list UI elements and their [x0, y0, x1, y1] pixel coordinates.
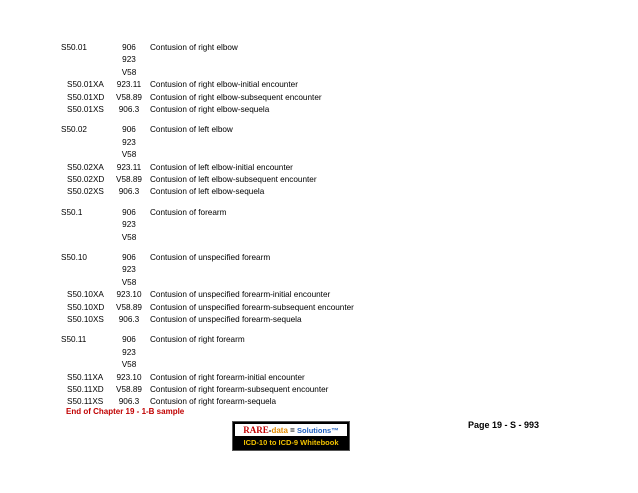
icd9-code: V58: [121, 277, 137, 287]
brand-logo: [232, 421, 350, 451]
icd9-code: 906.3: [118, 397, 140, 407]
code-description: Contusion of forearm: [150, 207, 227, 217]
icd9-code: 923: [122, 220, 136, 230]
icd10-code: S50.02: [61, 125, 87, 135]
icd9-code: 906.3: [118, 105, 140, 114]
icd10-code: S50.10XD: [67, 302, 105, 312]
code-description: Contusion of unspecified forearm-sequela: [150, 315, 302, 324]
icd9-code: V58.89: [116, 175, 142, 184]
code-description: Contusion of left elbow-sequela: [150, 187, 265, 197]
icd9-code: V58: [121, 67, 137, 77]
icd9-code: 906: [122, 207, 136, 217]
icd10-code: S50.10XA: [67, 290, 104, 300]
icd10-code: S50.11XS: [67, 397, 104, 407]
code-description: Contusion of unspecified forearm-initial encounter: [150, 290, 331, 300]
icd9-code: V58: [121, 232, 137, 242]
icd9-code: 923: [122, 137, 136, 147]
page-number: Page 19 - S - 993: [468, 420, 540, 430]
icd9-code: 923.10: [116, 372, 142, 382]
icd9-code: 923: [122, 265, 136, 275]
icd9-code: 923: [122, 55, 136, 65]
icd9-code: V58: [121, 360, 137, 370]
icd9-code: 906: [122, 43, 136, 52]
icd9-code: 923: [122, 347, 136, 357]
icd9-code: 906.3: [118, 315, 140, 324]
icd10-code: S50.01XA: [67, 80, 104, 90]
code-description: Contusion of right elbow-sequela: [150, 105, 270, 114]
icd10-code: S50.02XS: [67, 187, 104, 197]
code-description: Contusion of unspecified forearm-subsequent encounter: [150, 302, 354, 312]
code-description: Contusion of right forearm-sequela: [150, 397, 277, 407]
icd10-code: S50.02XD: [67, 175, 105, 184]
icd10-code: S50.1: [61, 207, 83, 217]
code-description: Contusion of right elbow-initial encounter: [150, 80, 298, 90]
icd9-code: V58: [121, 150, 137, 160]
icd9-code: 906.3: [118, 187, 140, 197]
icd10-code: S50.10XS: [67, 315, 104, 324]
brand-solutions-text: Solutions™: [297, 426, 339, 435]
icd9-code: V58.89: [116, 385, 142, 394]
icd9-code: 923.11: [116, 162, 142, 172]
brand-rare-text: RARE: [243, 425, 269, 435]
icd10-code: S50.10: [61, 253, 87, 262]
code-description: Contusion of left elbow-initial encounter: [150, 162, 293, 172]
code-description: Contusion of left elbow-subsequent encounter: [150, 175, 317, 184]
brand-subtitle: ICD-10 to ICD-9 Whitebook: [243, 438, 339, 447]
icd9-code: 923.10: [116, 290, 142, 300]
code-description: Contusion of right forearm-initial encounter: [150, 372, 305, 382]
end-of-chapter-note: End of Chapter 19 - 1-B sample: [66, 407, 185, 416]
icd10-code: S50.01XD: [67, 92, 105, 102]
icd10-code: S50.11XD: [67, 385, 104, 394]
code-description: Contusion of right forearm-subsequent encounter: [150, 385, 329, 394]
icd9-code: 906: [122, 253, 136, 262]
icd10-code: S50.11XA: [67, 372, 104, 382]
code-description: Contusion of right elbow: [150, 43, 238, 52]
code-description: Contusion of right forearm: [150, 335, 245, 345]
brand-logo-title: [235, 424, 347, 436]
code-description: Contusion of left elbow: [150, 125, 233, 135]
icd9-code: V58.89: [116, 302, 142, 312]
icd10-code: S50.01: [61, 43, 87, 52]
icd9-code: V58.89: [116, 92, 142, 102]
code-description: Contusion of right elbow-subsequent encounter: [150, 92, 322, 102]
icd9-code: 923.11: [116, 80, 142, 90]
brand-dash-text: -: [268, 426, 272, 435]
icd10-code: S50.02XA: [67, 162, 104, 172]
icd9-code: 906: [122, 335, 136, 345]
brand-data-text: data: [271, 426, 288, 435]
icd10-code: S50.11: [61, 335, 87, 345]
code-description: Contusion of unspecified forearm: [150, 253, 271, 262]
brand-equals-text: =: [290, 426, 295, 435]
icd10-code: S50.01XS: [67, 105, 104, 114]
icd9-code: 906: [122, 125, 136, 135]
